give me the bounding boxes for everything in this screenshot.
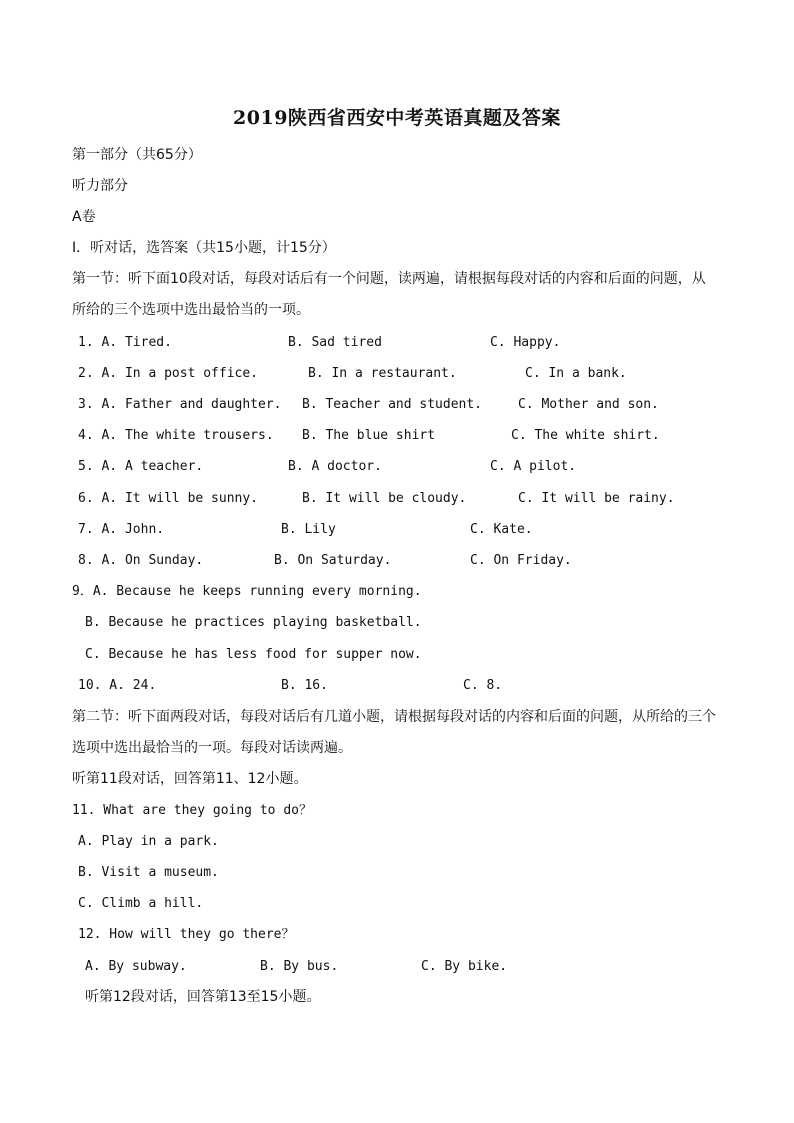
option-b: B. Because he practices playing basketball.	[85, 615, 422, 630]
option-a: 6. A. It will be sunny.	[78, 491, 259, 506]
option-b: B. Lily	[281, 522, 336, 537]
paper-label: A卷	[72, 209, 96, 225]
option-b: B. On Saturday.	[274, 553, 392, 568]
option-b: B. In a restaurant.	[308, 366, 457, 381]
option-b: B. Sad tired	[288, 335, 382, 350]
section-heading: I．听对话，选答案（共15小题，计15分）	[72, 240, 336, 256]
instruction-line: 所给的三个选项中选出最恰当的一项。	[72, 302, 310, 318]
option-c: C. Happy.	[490, 335, 561, 350]
dialog-intro: 听第12段对话，回答第13至15小题。	[85, 989, 321, 1005]
option-c: C. On Friday.	[470, 553, 572, 568]
option-a: 1. A. Tired.	[78, 335, 172, 350]
option-b: B. 16.	[281, 678, 328, 693]
option-c: C. The white shirt.	[511, 428, 660, 443]
question-stem: 11. What are they going to do？	[72, 803, 312, 818]
option-a: A. By subway.	[85, 959, 187, 974]
question-stem: 12. How will they go there？	[78, 927, 295, 942]
option-a: 9．A. Because he keeps running every morning.	[72, 584, 422, 599]
option-a: 8. A. On Sunday.	[78, 553, 204, 568]
option-b: B. Visit a museum.	[78, 865, 219, 880]
instruction-line: 第一节：听下面10段对话，每段对话后有一个问题，读两遍，请根据每段对话的内容和后面的问题，从	[72, 271, 706, 287]
option-c: C. Kate.	[470, 522, 533, 537]
dialog-intro: 听第11段对话，回答第11、12小题。	[72, 771, 308, 787]
option-c: C. Mother and son.	[518, 397, 659, 412]
option-b: B. Teacher and student.	[302, 397, 483, 412]
option-b: B. A doctor.	[288, 459, 382, 474]
option-c: C. 8.	[463, 678, 503, 693]
page-title: 2019陕西省西安中考英语真题及答案	[233, 107, 561, 129]
instruction-line: 选项中选出最恰当的一项。每段对话读两遍。	[72, 740, 352, 756]
option-b: B. By bus.	[260, 959, 339, 974]
option-c: C. Climb a hill.	[78, 896, 204, 911]
option-a: 2. A. In a post office.	[78, 366, 259, 381]
instruction-line: 第二节：听下面两段对话，每段对话后有几道小题，请根据每段对话的内容和后面的问题，从所给的三个	[72, 709, 716, 725]
option-c: C. It will be rainy.	[518, 491, 675, 506]
option-b: B. The blue shirt	[302, 428, 436, 443]
option-c: C. In a bank.	[525, 366, 627, 381]
option-a: 7. A. John.	[78, 522, 165, 537]
option-c: C. A pilot.	[490, 459, 577, 474]
option-a: 4. A. The white trousers.	[78, 428, 274, 443]
option-c: C. By bike.	[421, 959, 508, 974]
part-heading: 第一部分（共65分）	[72, 147, 202, 163]
option-a: 10. A. 24.	[78, 678, 157, 693]
option-a: 3. A. Father and daughter.	[78, 397, 282, 412]
option-a: A. Play in a park.	[78, 834, 219, 849]
listening-heading: 听力部分	[72, 178, 128, 194]
option-b: B. It will be cloudy.	[302, 491, 467, 506]
option-a: 5. A. A teacher.	[78, 459, 204, 474]
option-c: C. Because he has less food for supper now.	[85, 647, 422, 662]
